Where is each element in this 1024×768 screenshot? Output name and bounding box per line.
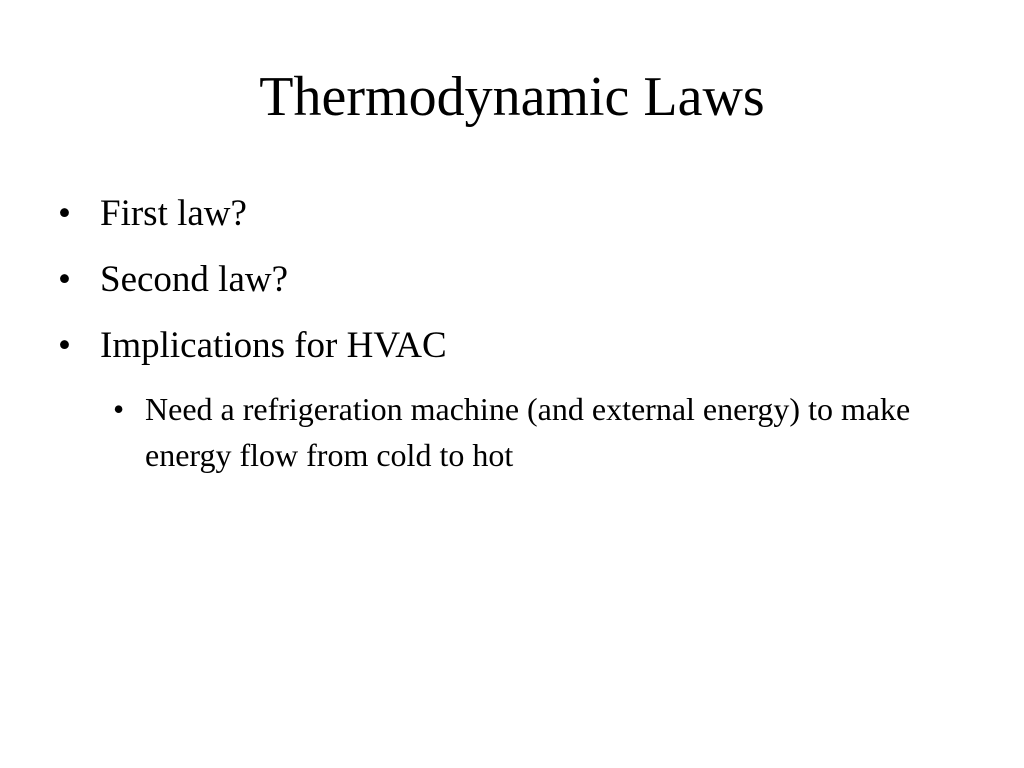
bullet-glyph: • (58, 193, 71, 234)
bullet-glyph: • (58, 325, 71, 366)
bullet-text: Implications for HVAC (100, 325, 447, 366)
bullet-glyph: • (58, 259, 71, 300)
bullet-text: Second law? (100, 259, 289, 300)
sub-bullet-glyph: • (113, 391, 125, 427)
bullet-text: First law? (100, 193, 247, 234)
sub-bullet-item (113, 386, 993, 478)
slide-title: Thermodynamic Laws (259, 66, 765, 128)
sub-bullet-text: Need a refrigeration machine (and external energy) to make energy flow from cold to hot (145, 391, 911, 473)
